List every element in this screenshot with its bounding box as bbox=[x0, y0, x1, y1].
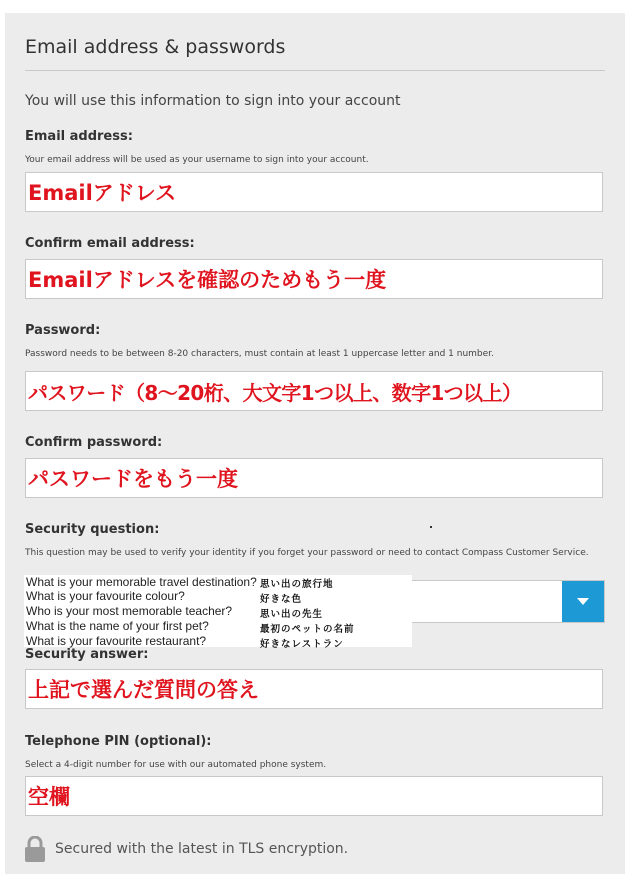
lock-icon bbox=[24, 836, 46, 862]
security-question-label: Security question: bbox=[25, 522, 160, 537]
option-annotation: 思い出の旅行地 bbox=[260, 579, 334, 590]
option-annotation: 思い出の先生 bbox=[260, 609, 324, 620]
password-help: Password needs to be between 8-20 characters, must contain at least 1 uppercase letter and 1 number. bbox=[25, 349, 494, 359]
dropdown-option[interactable]: What is your memorable travel destination? bbox=[26, 575, 257, 589]
telephone-pin-field-wrapper bbox=[25, 776, 603, 816]
confirm-email-field-wrapper bbox=[25, 259, 603, 299]
option-annotation: 好きな色 bbox=[260, 594, 303, 605]
security-question-dropdown bbox=[24, 575, 412, 650]
section-title: Email address & passwords bbox=[25, 36, 286, 58]
confirm-password-field[interactable] bbox=[26, 459, 602, 497]
option-annotation: 最初のペットの名前 bbox=[260, 624, 355, 635]
chevron-down-icon bbox=[577, 598, 589, 605]
email-field-wrapper bbox=[25, 172, 603, 212]
option-annotation: 好きなレストラン bbox=[260, 639, 344, 650]
confirm-password-label: Confirm password: bbox=[25, 435, 163, 450]
telephone-pin-label: Telephone PIN (optional): bbox=[25, 734, 212, 749]
telephone-pin-field[interactable] bbox=[26, 777, 602, 815]
password-field-wrapper bbox=[25, 371, 603, 411]
password-field[interactable] bbox=[26, 372, 602, 410]
select-toggle-button[interactable] bbox=[562, 581, 604, 622]
section-divider bbox=[25, 70, 605, 71]
telephone-pin-help: Select a 4-digit number for use with our automated phone system. bbox=[25, 760, 327, 770]
security-question-help: This question may be used to verify your identity if you forget your password or need to contact Compass Customer Service. bbox=[25, 548, 589, 558]
section-intro: You will use this information to sign into your account bbox=[25, 93, 401, 109]
security-note: Secured with the latest in TLS encryption. bbox=[55, 841, 349, 857]
stray-dot bbox=[430, 526, 432, 528]
email-label: Email address: bbox=[25, 129, 133, 144]
dropdown-option[interactable]: What is the name of your first pet? bbox=[26, 619, 209, 633]
dropdown-option[interactable]: Who is your most memorable teacher? bbox=[26, 604, 233, 618]
email-field[interactable] bbox=[26, 173, 602, 211]
security-answer-label: Security answer: bbox=[25, 647, 149, 662]
password-label: Password: bbox=[25, 323, 101, 338]
security-answer-field[interactable] bbox=[26, 670, 602, 708]
security-answer-field-wrapper bbox=[25, 669, 603, 709]
confirm-password-field-wrapper bbox=[25, 458, 603, 498]
confirm-email-label: Confirm email address: bbox=[25, 236, 195, 251]
dropdown-option[interactable]: What is your favourite colour? bbox=[26, 589, 185, 603]
dropdown-option[interactable]: What is your favourite restaurant? bbox=[26, 634, 207, 648]
email-help: Your email address will be used as your username to sign into your account. bbox=[25, 155, 369, 165]
confirm-email-field[interactable] bbox=[26, 260, 602, 298]
